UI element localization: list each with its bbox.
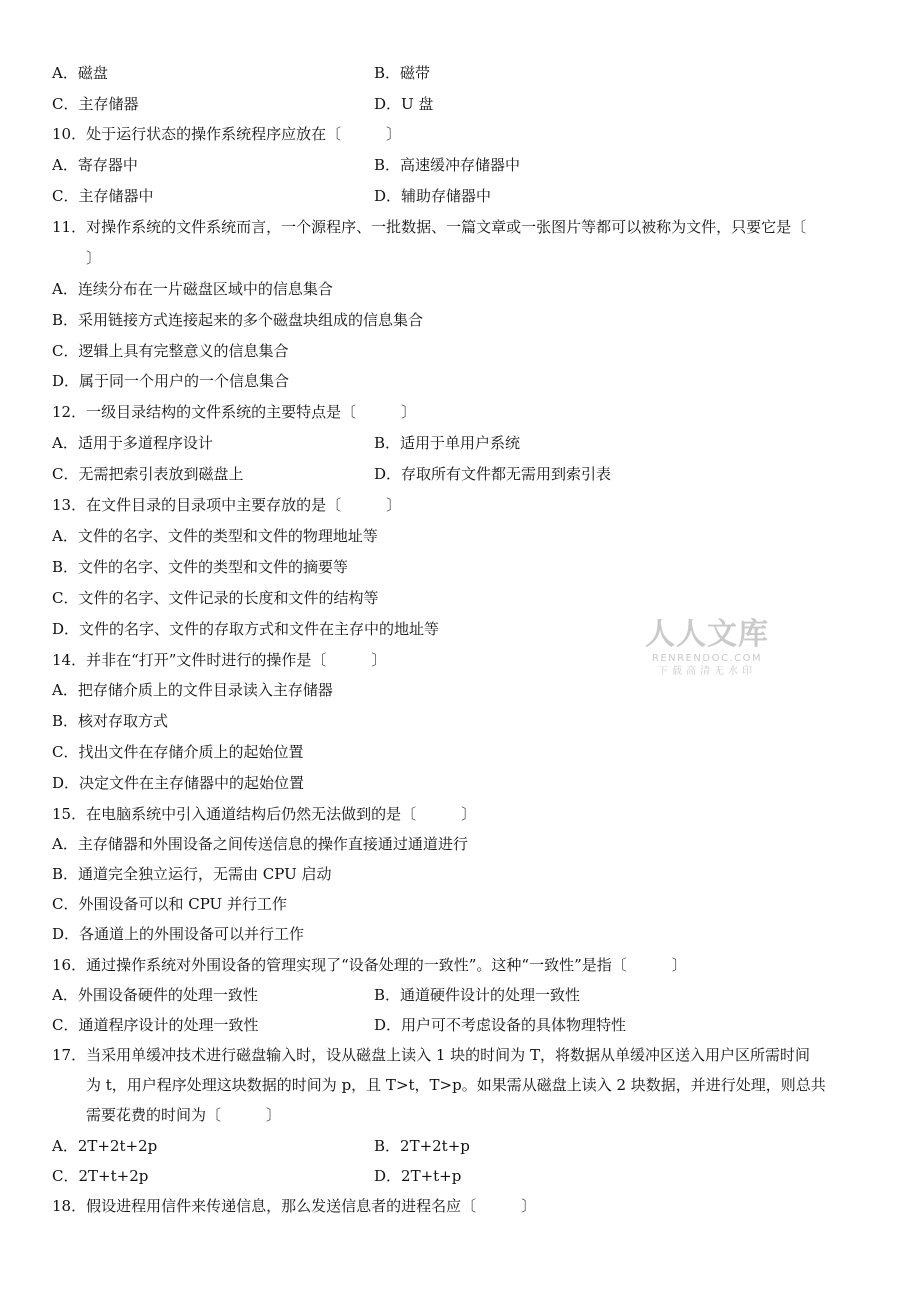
- question-17: 17．当采用单缓冲技术进行磁盘输入时，设从磁盘上读入 1 块的时间为 T，将数据从单缓冲区送入用户区所需时间: [52, 1046, 810, 1064]
- option-row: A．2T+2t+2p B．2T+2t+p: [52, 1137, 470, 1155]
- option-line: A．把存储介质上的文件目录读入主存储器: [52, 681, 333, 699]
- option-line: B．文件的名字、文件的类型和文件的摘要等: [52, 558, 349, 576]
- option-row: C．通道程序设计的处理一致性 D．用户可不考虑设备的具体物理特性: [52, 1016, 627, 1034]
- watermark-site: RENRENDOC.COM: [651, 653, 763, 664]
- option-line: D．属于同一个用户的一个信息集合: [52, 372, 290, 390]
- question-15: 15．在电脑系统中引入通道结构后仍然无法做到的是〔 〕: [52, 805, 477, 823]
- question-11: 11．对操作系统的文件系统而言，一个源程序、一批数据、一篇文章或一张图片等都可以被称为文件，只要它是〔: [52, 218, 807, 236]
- option-line: A．主存储器和外围设备之间传送信息的操作直接通过通道进行: [52, 835, 468, 853]
- option-line: A．文件的名字、文件的类型和文件的物理地址等: [52, 527, 378, 545]
- option-line: B．采用链接方式连接起来的多个磁盘块组成的信息集合: [52, 311, 424, 329]
- option-row: C．2T+t+2p D．2T+t+p: [52, 1167, 462, 1185]
- question-11-continuation: 〕: [86, 249, 102, 267]
- question-10: 10．处于运行状态的操作系统程序应放在〔 〕: [52, 125, 402, 143]
- option-line: B．通道完全独立运行，无需由 CPU 启动: [52, 865, 332, 883]
- question-17-continuation: 需要花费的时间为〔 〕: [86, 1106, 282, 1124]
- option-row: C．主存储器中 D．辅助存储器中: [52, 187, 492, 205]
- option-line: C．文件的名字、文件记录的长度和文件的结构等: [52, 589, 379, 607]
- watermark-title: 人人文库: [645, 617, 769, 652]
- question-16: 16．通过操作系统对外围设备的管理实现了“设备处理的一致性”。这种“一致性”是指〔 〕: [52, 956, 687, 974]
- watermark-tagline: 下载高清无水印: [658, 666, 756, 677]
- option-line: D．决定文件在主存储器中的起始位置: [52, 774, 305, 792]
- question-13: 13．在文件目录的目录项中主要存放的是〔 〕: [52, 496, 402, 514]
- option-line: C．外围设备可以和 CPU 并行工作: [52, 895, 287, 913]
- option-line: C．逻辑上具有完整意义的信息集合: [52, 342, 289, 360]
- option-line: A．连续分布在一片磁盘区域中的信息集合: [52, 280, 333, 298]
- option-line: C．找出文件在存储介质上的起始位置: [52, 743, 304, 761]
- option-row: C．无需把索引表放到磁盘上 D．存取所有文件都无需用到索引表: [52, 465, 612, 483]
- question-14: 14．并非在“打开”文件时进行的操作是〔 〕: [52, 651, 387, 669]
- option-row: A．寄存器中 B．高速缓冲存储器中: [52, 156, 521, 174]
- option-line: D．文件的名字、文件的存取方式和文件在主存中的地址等: [52, 620, 440, 638]
- option-row: C．主存储器 D．U 盘: [52, 95, 434, 113]
- option-row: A．适用于多道程序设计 B．适用于单用户系统: [52, 434, 521, 452]
- option-line: B．核对存取方式: [52, 712, 169, 730]
- watermark-logo: [632, 618, 782, 679]
- question-18: 18．假设进程用信件来传递信息，那么发送信息者的进程名应〔 〕: [52, 1197, 537, 1215]
- question-17-continuation: 为 t，用户程序处理这块数据的时间为 p，且 T>t，T>p。如果需从磁盘上读入 2 块数据，并进行处理，则总共: [86, 1076, 826, 1094]
- question-12: 12．一级目录结构的文件系统的主要特点是〔 〕: [52, 403, 417, 421]
- option-line: D．各通道上的外围设备可以并行工作: [52, 925, 305, 943]
- option-row: A．磁盘 B．磁带: [52, 64, 431, 82]
- option-row: A．外围设备硬件的处理一致性 B．通道硬件设计的处理一致性: [52, 986, 581, 1004]
